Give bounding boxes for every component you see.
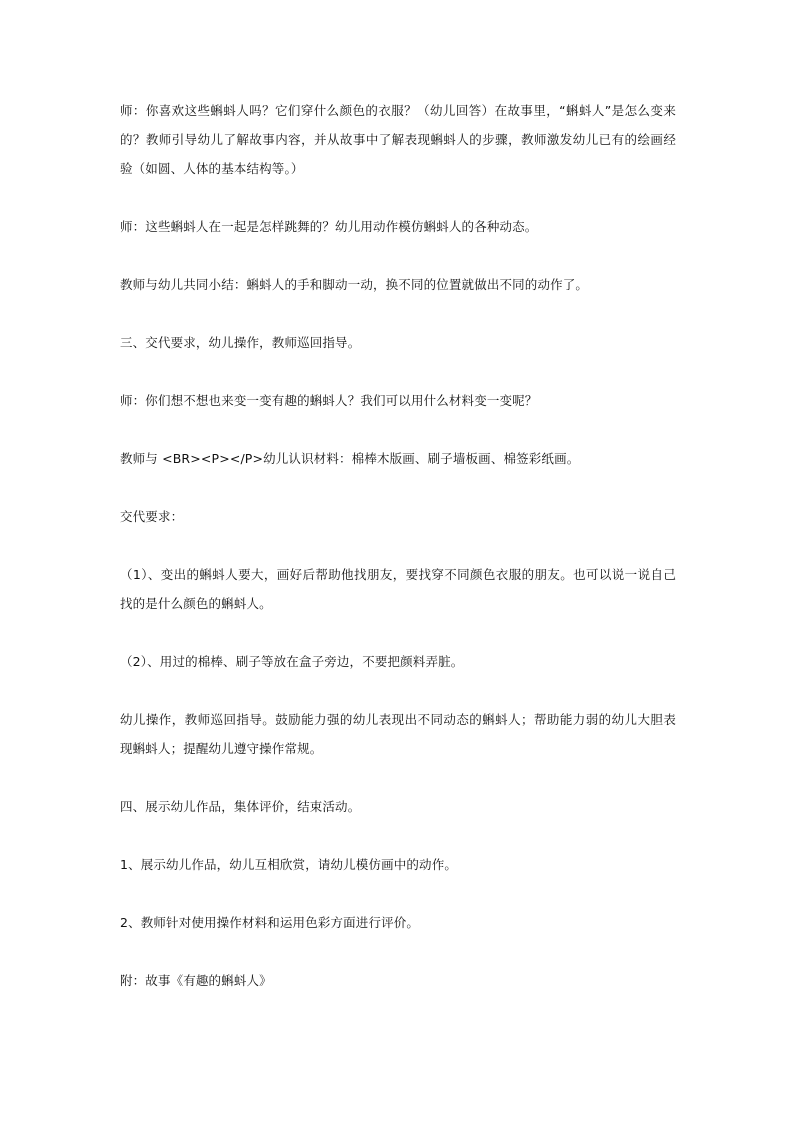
paragraph-materials: 教师与 <BR><P></P>幼儿认识材料：棉棒木版画、刷子墙板画、棉签彩纸画。 [120,451,580,466]
paragraph-appendix: 附：故事《有趣的蝌蚪人》 [120,973,272,988]
paragraph-teacher-question-2: 师：这些蝌蚪人在一起是怎样跳舞的？幼儿用动作模仿蝌蚪人的各种动态。 [120,219,538,234]
paragraph-requirement-2: （2）、用过的棉棒、刷子等放在盒子旁边，不要把颜料弄脏。 [120,654,464,669]
paragraph-summary: 教师与幼儿共同小结：蝌蚪人的手和脚动一动，换不同的位置就做出不同的动作了。 [120,277,589,292]
paragraph-operation: 幼儿操作，教师巡回指导。鼓励能力强的幼儿表现出不同动态的蝌蚪人；帮助能力弱的幼儿大胆表现蝌蚪人；提醒幼儿遵守操作常规。 [120,712,676,756]
section-heading-4: 四、展示幼儿作品，集体评价，结束活动。 [120,799,361,814]
paragraph-teacher-question-3: 师：你们想不想也来变一变有趣的蝌蚪人？我们可以用什么材料变一变呢？ [120,393,538,408]
section-heading-3: 三、交代要求，幼儿操作，教师巡回指导。 [120,335,361,350]
paragraph-requirements-label: 交代要求： [120,509,184,524]
paragraph-teacher-question-1: 师：你喜欢这些蝌蚪人吗？它们穿什么颜色的衣服？（幼儿回答）在故事里，“蝌蚪人”是怎么变来的？教师引导幼儿了解故事内容，并从故事中了解表现蝌蚪人的步骤，教师激发幼儿已有的绘画经验（如圆、人体的基本结构等。） [120,103,676,176]
paragraph-step-1: 1、展示幼儿作品，幼儿互相欣赏，请幼儿模仿画中的动作。 [120,857,458,872]
document-body [120,96,676,1024]
paragraph-step-2: 2、教师针对使用操作材料和运用色彩方面进行评价。 [120,915,420,930]
paragraph-requirement-1: （1）、变出的蝌蚪人要大，画好后帮助他找朋友，要找穿不同颜色衣服的朋友。也可以说一说自己找的是什么颜色的蝌蚪人。 [120,567,676,611]
